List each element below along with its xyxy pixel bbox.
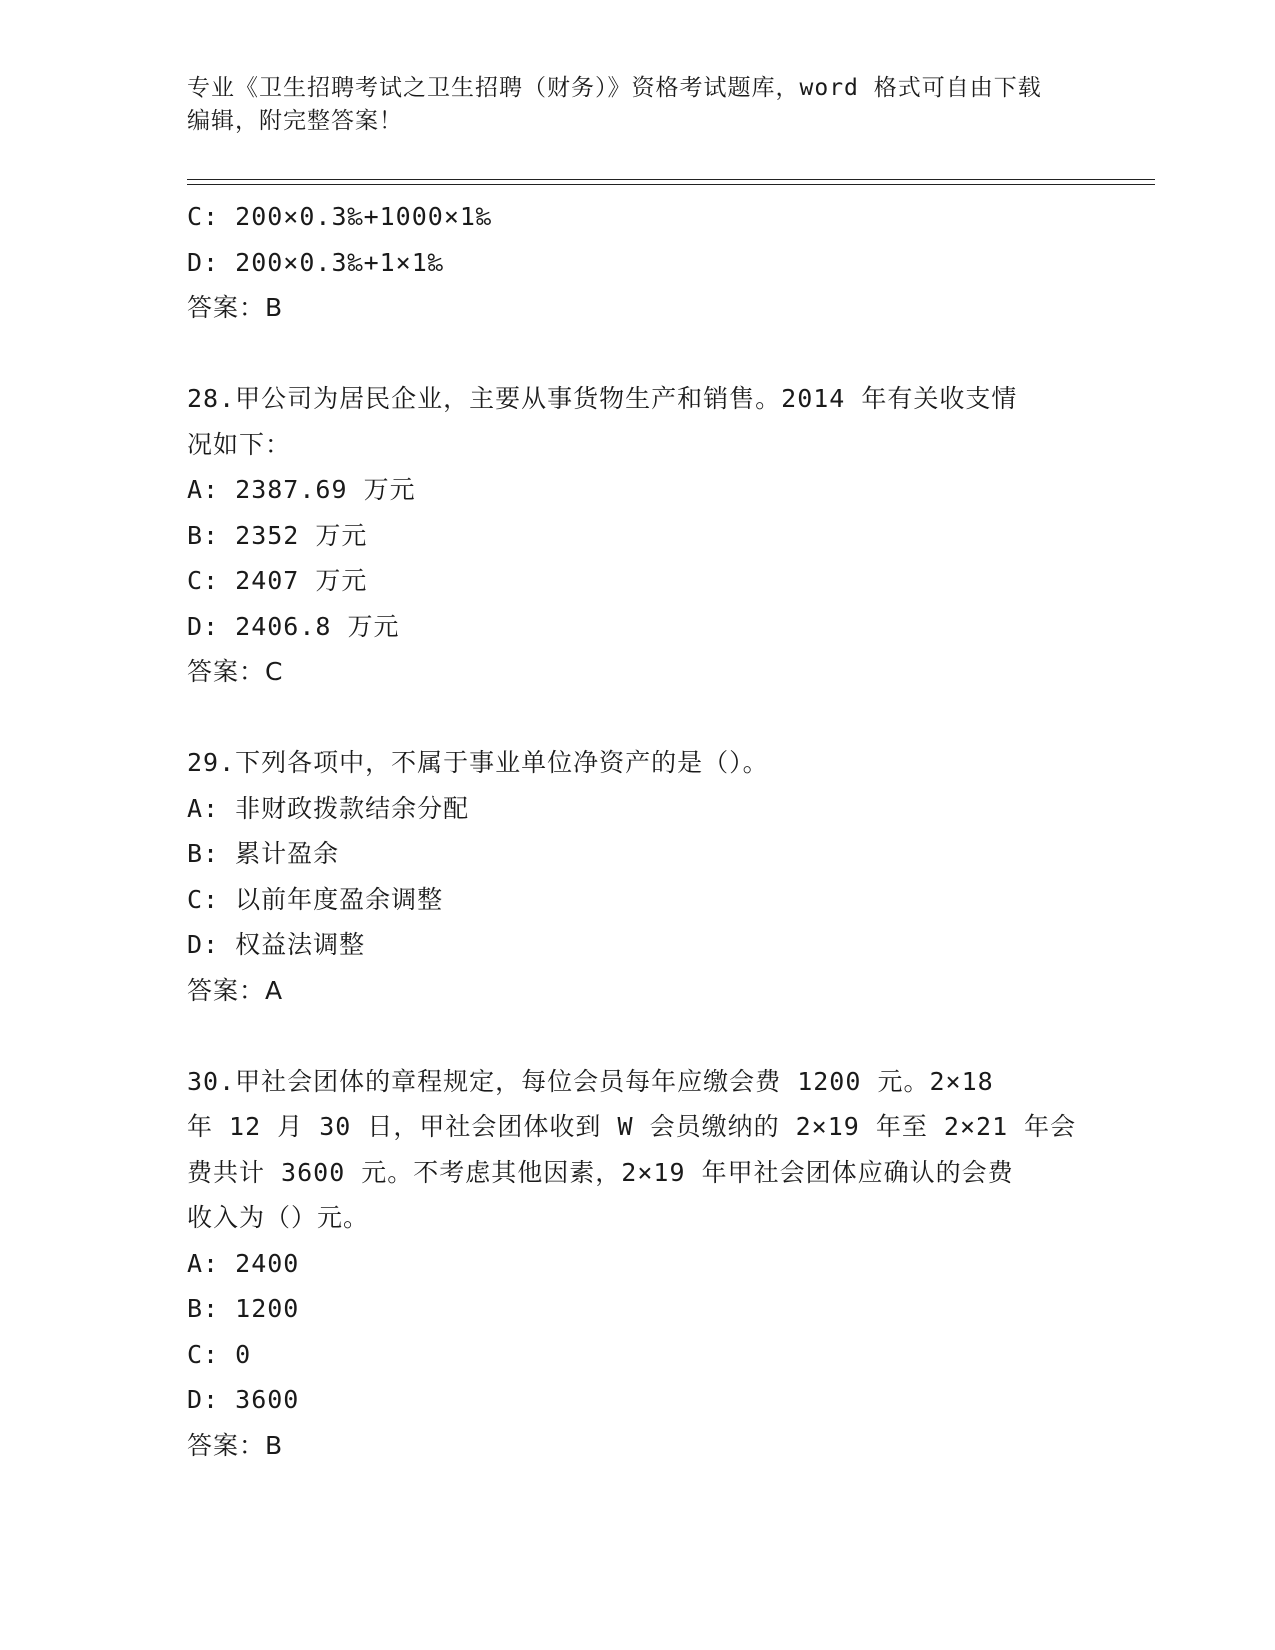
question-text: 年 12 月 30 日，甲社会团体收到 W 会员缴纳的 2×19 年至 2×21 年会 (187, 1112, 1077, 1141)
option-c: C: 以前年度盈余调整 (187, 884, 444, 914)
option-d: D: 200×0.3‰+1×1‰ (187, 247, 444, 277)
header-line-2: 编辑，附完整答案！ (187, 108, 403, 134)
option-b: B: 2352 万元 (187, 520, 368, 550)
option-b: B: 1200 (187, 1294, 300, 1323)
option-d: D: 2406.8 万元 (187, 611, 400, 641)
question-30 (187, 1059, 1087, 1469)
option-c: C: 200×0.3‰+1000×1‰ (187, 202, 492, 231)
question-text: 费共计 3600 元。不考虑其他因素，2×19 年甲社会团体应确认的会费 (187, 1157, 1014, 1187)
option-a: A: 2400 (187, 1248, 300, 1278)
question-text: 30.甲社会团体的章程规定，每位会员每年应缴会费 1200 元。2×18 (187, 1066, 994, 1096)
spacer (187, 695, 1087, 741)
question-text: 况如下： (187, 429, 292, 459)
option-b: B: 累计盈余 (187, 839, 340, 868)
option-a: A: 非财政拨款结余分配 (187, 793, 470, 823)
question-text: 收入为（）元。 (187, 1203, 370, 1232)
spacer (187, 331, 1087, 377)
question-text: 28.甲公司为居民企业，主要从事货物生产和销售。2014 年有关收支情 (187, 384, 1018, 413)
question-29 (187, 740, 1087, 1013)
question-28 (187, 376, 1087, 695)
spacer (187, 1013, 1087, 1059)
question-fragment (187, 194, 1087, 331)
answer-line: 答案：C (187, 657, 284, 686)
answer-line: 答案：B (187, 293, 284, 322)
answer-line: 答案：B (187, 1430, 284, 1460)
option-c: C: 0 (187, 1339, 252, 1369)
header-divider-top (187, 179, 1155, 180)
option-d: D: 权益法调整 (187, 930, 366, 959)
option-a: A: 2387.69 万元 (187, 475, 416, 504)
question-list (187, 194, 1087, 1468)
document-header (187, 72, 1067, 138)
answer-line: 答案：A (187, 975, 284, 1005)
question-text: 29.下列各项中，不属于事业单位净资产的是（）。 (187, 748, 769, 777)
option-c: C: 2407 万元 (187, 566, 368, 595)
option-d: D: 3600 (187, 1385, 300, 1414)
header-divider-bottom (187, 184, 1155, 185)
header-line-1: 专业《卫生招聘考试之卫生招聘（财务）》资格考试题库，word 格式可自由下载 (187, 75, 1042, 101)
